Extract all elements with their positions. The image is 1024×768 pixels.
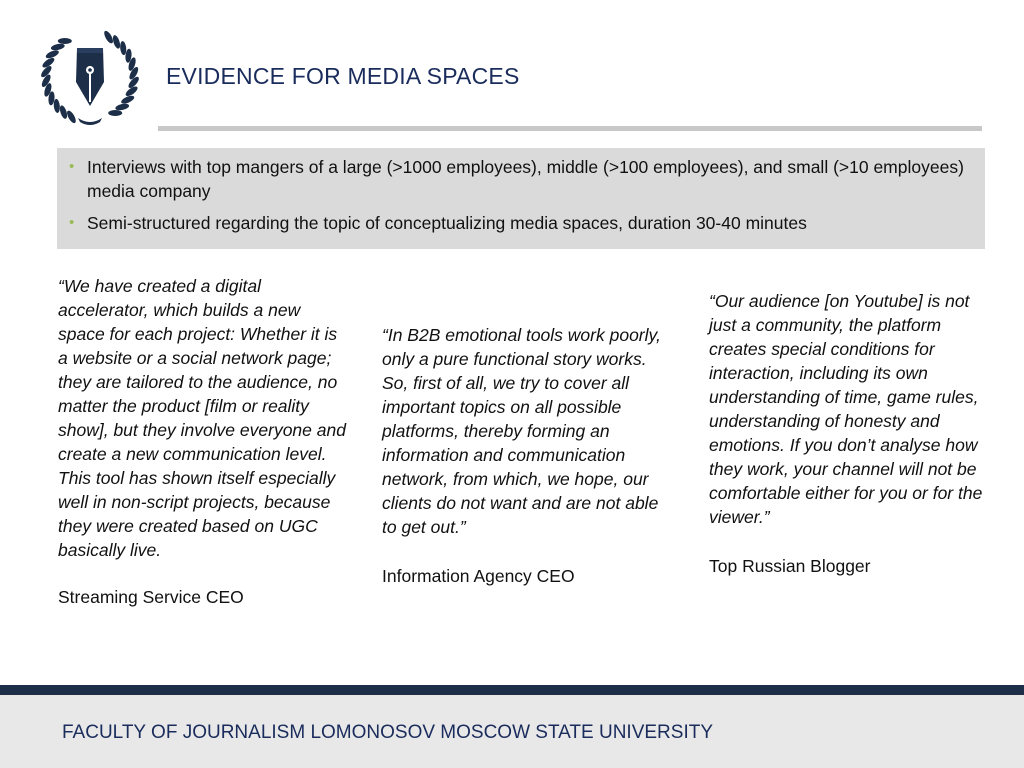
bullet-text: Interviews with top mangers of a large (>1000 employees), middle (>100 employees), and small (>10 employees) media company bbox=[87, 157, 964, 201]
quote-text: “We have created a digital accelerator, which builds a new space for each project: Whether it is a website or a social network page; they are tailored to the audience, no matter the product [film or reality show], but they involve everyone and create a new communication level. This tool has shown itself especially well in non-script projects, because they were created based on UGC basically live. bbox=[58, 276, 346, 560]
footer bbox=[0, 695, 1024, 768]
quote-text: “In B2B emotional tools work poorly, only a pure functional story works. So, first of all, we try to cover all important topics on all possible platforms, thereby forming an information and communication network, from which, we hope, our clients do not want and are not able to get out.” bbox=[382, 325, 661, 537]
footer-text: FACULTY OF JOURNALISM LOMONOSOV MOSCOW STATE UNIVERSITY bbox=[62, 722, 714, 743]
bullet-item bbox=[67, 211, 975, 235]
title-divider bbox=[158, 126, 982, 131]
bullet-dot-icon: • bbox=[69, 158, 75, 175]
quote-information-agency bbox=[382, 323, 670, 588]
quote-attribution: Top Russian Blogger bbox=[709, 556, 871, 576]
bullet-item bbox=[67, 155, 975, 203]
bullet-dot-icon: • bbox=[69, 214, 75, 231]
quote-attribution: Information Agency CEO bbox=[382, 566, 575, 586]
quote-streaming-service bbox=[58, 274, 350, 609]
bullet-box bbox=[57, 148, 985, 249]
page-title: EVIDENCE FOR MEDIA SPACES bbox=[166, 63, 520, 89]
quote-attribution: Streaming Service CEO bbox=[58, 587, 244, 607]
bullet-text: Semi-structured regarding the topic of conceptualizing media spaces, duration 30-40 minutes bbox=[87, 213, 807, 233]
quote-text: “Our audience [on Youtube] is not just a community, the platform creates special conditions for interaction, including its own understanding of time, game rules, understanding of honesty and emotions. If you don’t analyse how they work, your channel will not be comfortable either for you or for the viewer.” bbox=[709, 291, 983, 527]
quote-russian-blogger bbox=[709, 289, 987, 578]
laurel-wreath-pen-nib-icon bbox=[34, 22, 146, 130]
footer-band bbox=[0, 685, 1024, 695]
